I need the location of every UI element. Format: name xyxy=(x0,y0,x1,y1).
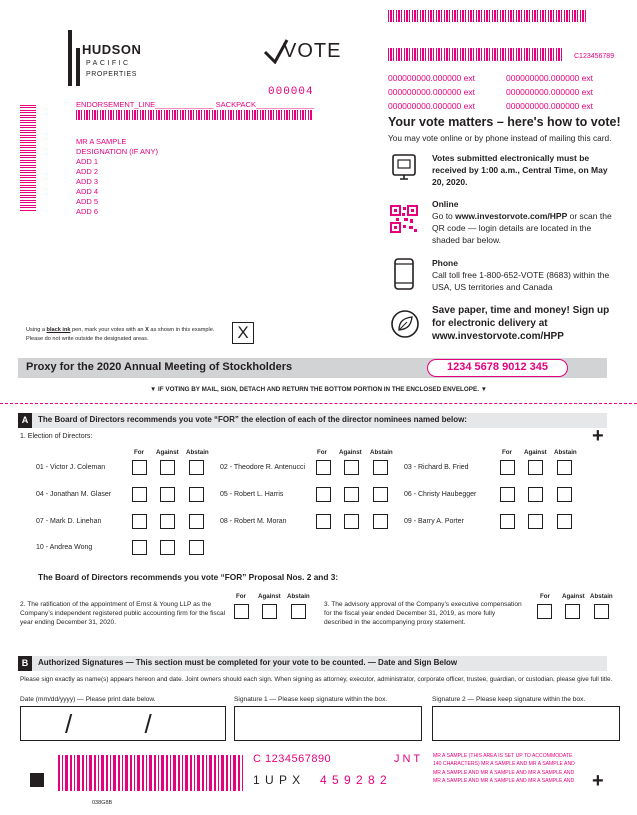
registration-plus-icon: + xyxy=(592,425,604,447)
logo-line1: HUDSON xyxy=(82,42,142,57)
address-barcode xyxy=(76,110,312,120)
signature-1-label: Signature 1 — Please keep signature within the box. xyxy=(234,696,388,703)
online-text-pre: Go to xyxy=(432,211,456,221)
nominee-label: 01 - Victor J. Coleman xyxy=(36,464,106,471)
nominee-04-against-checkbox[interactable] xyxy=(160,487,175,502)
address-line: ADD 1 xyxy=(76,157,99,166)
header-against: Against xyxy=(562,593,585,600)
electronic-delivery-text: Save paper, time and money! Sign up for electronic delivery at www.investorvote.com/HPP xyxy=(432,305,610,342)
proposal-2-for-checkbox[interactable] xyxy=(234,604,249,619)
nominee-label: 08 - Robert M. Moran xyxy=(220,518,287,525)
company-logo xyxy=(62,30,152,86)
nominee-label: 07 - Mark D. Linehan xyxy=(36,518,102,525)
nominee-06-for-checkbox[interactable] xyxy=(500,487,515,502)
nominee-03-for-checkbox[interactable] xyxy=(500,460,515,475)
proposal-2-abstain-checkbox[interactable] xyxy=(291,604,306,619)
logo-line3: PROPERTIES xyxy=(86,71,137,78)
header-against: Against xyxy=(339,449,362,456)
ext-value: 000000000.000000 ext xyxy=(388,73,475,83)
nominee-06-against-checkbox[interactable] xyxy=(528,487,543,502)
registration-square xyxy=(30,773,44,787)
ext-column-right xyxy=(506,71,593,113)
vote-logo-text: VOTE xyxy=(283,40,342,62)
header-for: For xyxy=(134,449,144,456)
mailing-address xyxy=(76,137,158,217)
nominee-07-against-checkbox[interactable] xyxy=(160,514,175,529)
signature-1-box[interactable] xyxy=(234,706,422,741)
nominee-02-for-checkbox[interactable] xyxy=(316,460,331,475)
proxy-title: Proxy for the 2020 Annual Meeting of Stockholders xyxy=(26,361,293,373)
nominee-label: 05 - Robert L. Harris xyxy=(220,491,284,498)
nominee-08-abstain-checkbox[interactable] xyxy=(373,514,388,529)
section-a-title: The Board of Directors recommends you vote “FOR” the election of each of the director nominees named below: xyxy=(38,415,467,424)
date-label: Date (mm/dd/yyyy) — Please print date below. xyxy=(20,696,156,703)
header-against: Against xyxy=(156,449,179,456)
control-number: C123456789 xyxy=(574,53,615,60)
registration-plus-icon: + xyxy=(592,770,604,792)
nominee-09-abstain-checkbox[interactable] xyxy=(557,514,572,529)
nominee-03-abstain-checkbox[interactable] xyxy=(557,460,572,475)
proposal-3-abstain-checkbox[interactable] xyxy=(594,604,609,619)
online-title: Online xyxy=(432,199,459,209)
nominee-05-for-checkbox[interactable] xyxy=(316,487,331,502)
nominee-05-against-checkbox[interactable] xyxy=(344,487,359,502)
header-abstain: Abstain xyxy=(370,449,393,456)
header-for: For xyxy=(540,593,550,600)
deadline-text: Votes submitted electronically must be received by 1:00 a.m., Central Time, on May 20, 2020. xyxy=(432,153,608,187)
ext-value: 000000000.000000 ext xyxy=(388,87,475,97)
top-barcode xyxy=(388,10,588,22)
footer-control-code: C 1234567890 xyxy=(253,753,332,765)
header-abstain: Abstain xyxy=(287,593,310,600)
signature-2-box[interactable] xyxy=(432,706,620,741)
nominee-label: 09 - Barry A. Porter xyxy=(404,518,464,525)
nominee-04-for-checkbox[interactable] xyxy=(132,487,147,502)
sequence-number: 000004 xyxy=(268,86,314,98)
footer-barcode xyxy=(58,755,244,791)
nominee-01-for-checkbox[interactable] xyxy=(132,460,147,475)
nominee-04-abstain-checkbox[interactable] xyxy=(189,487,204,502)
ext-value: 000000000.000000 ext xyxy=(506,101,593,111)
phone-title: Phone xyxy=(432,258,458,268)
nominee-02-abstain-checkbox[interactable] xyxy=(373,460,388,475)
proxy-number: 1234 5678 9012 345 xyxy=(427,359,568,377)
proposals-title: The Board of Directors recommends you vote “FOR” Proposal Nos. 2 and 3: xyxy=(38,572,339,582)
form-code: 038G8B xyxy=(92,800,113,806)
address-line: ADD 2 xyxy=(76,167,99,176)
nominee-08-for-checkbox[interactable] xyxy=(316,514,331,529)
footer-jnt-code: J N T xyxy=(394,753,421,765)
nominee-05-abstain-checkbox[interactable] xyxy=(373,487,388,502)
nominee-01-abstain-checkbox[interactable] xyxy=(189,460,204,475)
ext-value: 000000000.000000 ext xyxy=(506,87,593,97)
header-against: Against xyxy=(524,449,547,456)
footer-sample-text: MR A SAMPLE (THIS AREA IS SET UP TO ACCOMMODATE 140 CHARACTERS) MR A SAMPLE AND MR A SAMPLE AND MR A SAMPLE AND MR A SAMPLE AND MR A SAMPLE AND MR A SAMPLE AND MR A SAMPLE AND MR A SAMPLE AND xyxy=(433,753,575,784)
computer-icon xyxy=(390,154,418,182)
election-label: 1. Election of Directors: xyxy=(20,433,93,440)
header-for: For xyxy=(236,593,246,600)
signature-instructions: Please sign exactly as name(s) appears hereon and date. Joint owners should each sign. When signing as attorney, executor, administrator, corporate officer, trustee, guardian, or custodian, please give full title. xyxy=(20,676,613,683)
header-abstain: Abstain xyxy=(186,449,209,456)
vote-logo xyxy=(263,38,342,64)
nominee-label: 03 - Richard B. Fried xyxy=(404,464,469,471)
proposal-2-against-checkbox[interactable] xyxy=(262,604,277,619)
nominee-10-against-checkbox[interactable] xyxy=(160,540,175,555)
nominee-label: 10 - Andrea Wong xyxy=(36,544,93,551)
footer-number-code: 4 5 9 2 8 2 xyxy=(320,773,388,787)
nominee-label: 06 - Christy Haubegger xyxy=(404,491,477,498)
online-text xyxy=(432,210,612,246)
section-b-title: Authorized Signatures — This section must be completed for your vote to be counted. — Date and Sign Below xyxy=(38,658,458,667)
address-line: ADD 5 xyxy=(76,197,99,206)
header-abstain: Abstain xyxy=(590,593,613,600)
date-input-box[interactable] xyxy=(20,706,226,741)
header-against: Against xyxy=(258,593,281,600)
section-b-letter: B xyxy=(18,656,32,671)
proposal-3-text: 3. The advisory approval of the Company’s executive compensation for the fiscal year ended December 31, 2019, as more fully described in the accompanying proxy statement. xyxy=(324,601,522,626)
nominee-09-for-checkbox[interactable] xyxy=(500,514,515,529)
logo-bar-left xyxy=(68,30,72,86)
signature-2-label: Signature 2 — Please keep signature within the box. xyxy=(432,696,586,703)
nominee-08-against-checkbox[interactable] xyxy=(344,514,359,529)
date-slashes: / / xyxy=(65,709,152,739)
header-for: For xyxy=(317,449,327,456)
control-barcode xyxy=(388,48,562,61)
logo-bar-right xyxy=(76,48,80,86)
qr-code-icon xyxy=(390,205,418,233)
header-for: For xyxy=(502,449,512,456)
address-line: ADD 3 xyxy=(76,177,99,186)
proposal-3-for-checkbox[interactable] xyxy=(537,604,552,619)
ext-value: 000000000.000000 ext xyxy=(506,73,593,83)
endorsement-line: ENDORSEMENT_LINE______________ SACKPACK______________ xyxy=(76,100,315,109)
online-text-post: or scan the QR code — login details are located in the shaded bar below. xyxy=(432,211,612,245)
logo-line2: PACIFIC xyxy=(86,60,131,67)
address-line: ADD 6 xyxy=(76,207,99,216)
nominee-label: 02 - Theodore R. Antenucci xyxy=(220,464,306,471)
nominee-10-abstain-checkbox[interactable] xyxy=(189,540,204,555)
header-abstain: Abstain xyxy=(554,449,577,456)
ext-column-left xyxy=(388,71,475,113)
ext-value: 000000000.000000 ext xyxy=(388,101,475,111)
phone-icon xyxy=(394,258,414,290)
example-mark-box: X xyxy=(232,322,254,344)
section-a-letter: A xyxy=(18,413,32,428)
nominee-07-abstain-checkbox[interactable] xyxy=(189,514,204,529)
nominee-03-against-checkbox[interactable] xyxy=(528,460,543,475)
detach-notice: ▼ IF VOTING BY MAIL, SIGN, DETACH AND RETURN THE BOTTOM PORTION IN THE ENCLOSED ENVELOPE. ▼ xyxy=(150,386,487,393)
how-to-subtitle: You may vote online or by phone instead of mailing this card. xyxy=(388,133,612,143)
vertical-barcode xyxy=(20,103,36,211)
nominee-06-abstain-checkbox[interactable] xyxy=(557,487,572,502)
nominee-09-against-checkbox[interactable] xyxy=(528,514,543,529)
detach-line xyxy=(0,403,637,404)
footer-upx-code: 1 U P X xyxy=(253,773,302,787)
proposal-2-text: 2. The ratification of the appointment of Ernst & Young LLP as the Company’s independent registered public accounting firm for the fiscal year ending December 31, 2020. xyxy=(20,601,226,626)
nominee-label: 04 - Jonathan M. Glaser xyxy=(36,491,112,498)
nominee-01-against-checkbox[interactable] xyxy=(160,460,175,475)
nominee-07-for-checkbox[interactable] xyxy=(132,514,147,529)
phone-text: Call toll free 1-800-652-VOTE (8683) within the USA, US territories and Canada xyxy=(432,270,610,292)
online-url-link[interactable]: www.investorvote.com/HPP xyxy=(455,211,568,221)
proposal-3-against-checkbox[interactable] xyxy=(565,604,580,619)
address-line: DESIGNATION (IF ANY) xyxy=(76,147,158,156)
nominee-02-against-checkbox[interactable] xyxy=(344,460,359,475)
address-line: ADD 4 xyxy=(76,187,99,196)
leaf-icon xyxy=(390,309,420,339)
how-to-title: Your vote matters – here's how to vote! xyxy=(388,115,621,129)
address-line: MR A SAMPLE xyxy=(76,137,127,146)
ink-instructions: Using a black ink pen, mark your votes with an X as shown in this example. Please do not write outside the designated areas. xyxy=(26,327,215,342)
nominee-10-for-checkbox[interactable] xyxy=(132,540,147,555)
